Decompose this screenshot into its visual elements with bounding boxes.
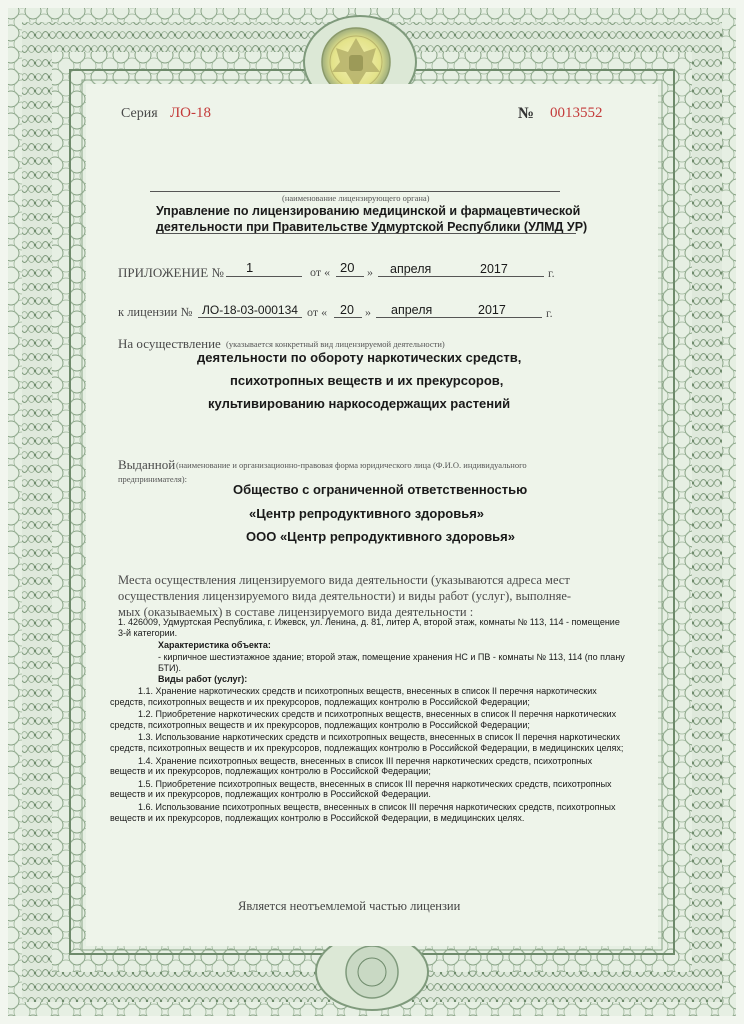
activity-line3: культивированию наркосодержащих растений: [208, 396, 511, 411]
appendix-close-quote: »: [367, 265, 373, 279]
issued-caption1: (наименование и организационно-правовая форма юридического лица (Ф.И.О. индивидуального: [176, 460, 527, 470]
appendix-day: 20: [340, 260, 355, 275]
authority-line1: Управление по лицензированию медицинской и фармацевтической: [156, 204, 581, 218]
place-address: 1. 426009, Удмуртская Республика, г. Ижевск, ул. Ленина, д. 81, литер А, второй этаж, комнаты № 113, 114 - помещение 3-й категории.: [118, 617, 620, 638]
license-day-underline: [334, 317, 362, 318]
appendix-year-suffix: г.: [548, 266, 555, 280]
activity-line1: деятельности по обороту наркотических средств,: [197, 350, 522, 365]
appendix-number-underline: [226, 276, 302, 277]
license-number-underline: [198, 317, 302, 318]
series-value: ЛО-18: [170, 105, 212, 121]
places-line3: мых (оказываемых) в составе лицензируемого вида деятельности :: [118, 605, 474, 619]
authority-caption: (наименование лицензирующего органа): [282, 193, 430, 203]
characteristics-title: Характеристика объекта:: [158, 640, 271, 650]
license-year: 2017: [478, 303, 506, 317]
appendix-date-underline: [378, 276, 544, 277]
appendix-number: 1: [246, 260, 254, 275]
license-day: 20: [340, 303, 354, 317]
work-item: 1.3. Использование наркотических средств и психотропных веществ, внесенных в список II перечня наркотических средств, психотропных веществ и их прекурсоров, подлежащих контролю в Российской Федерации, в медицинских целях;: [110, 732, 624, 753]
work-item: 1.6. Использование психотропных веществ, внесенных в список III перечня наркотических средств, психотропных веществ и их прекурсоров, подлежащих контролю в Российской Федерации, в медицинских целях.: [110, 801, 616, 823]
work-item: 1.1. Хранение наркотических средств и психотропных веществ, внесенных в список II перечня наркотических средств, психотропных веществ и их прекурсоров, подлежащих контролю в Российской Федерации;: [110, 686, 597, 707]
activity-caption: (указывается конкретный вид лицензируемой деятельности): [226, 339, 445, 349]
works-list: [110, 686, 630, 825]
appendix-from-label: от «: [310, 265, 331, 279]
license-number: ЛО-18-03-000134: [202, 303, 298, 317]
license-date-underline: [376, 317, 542, 318]
issued-caption2: предпринимателя):: [118, 474, 187, 484]
activity-line2: психотропных веществ и их прекурсоров,: [230, 373, 504, 388]
appendix-year: 2017: [480, 262, 508, 276]
number-value: 0013552: [550, 105, 603, 121]
issued-line3: ООО «Центр репродуктивного здоровья»: [246, 529, 515, 544]
appendix-day-underline: [336, 276, 364, 277]
series-label: Серия: [121, 106, 158, 121]
issued-line2: «Центр репродуктивного здоровья»: [249, 506, 485, 521]
places-line1: Места осуществления лицензируемого вида деятельности (указываются адреса мест: [118, 573, 570, 587]
appendix-month: апреля: [390, 262, 432, 276]
places-line2: осуществления лицензируемого вида деятельности) и виды работ (услуг), выполняе-: [118, 589, 572, 603]
work-item: 1.5. Приобретение психотропных веществ, внесенных в список III перечня наркотических средств, психотропных веществ и их прекурсоров, подлежащих контролю в Российской Федерации.: [110, 778, 612, 800]
authority-line2: деятельности при Правительстве Удмуртской Республики (УЛМД УР): [156, 220, 588, 234]
work-item: 1.4. Хранение психотропных веществ, внесенных в список III перечня наркотических средств, психотропных веществ и их прекурсоров, подлежащих контролю в Российской Федерации;: [110, 755, 593, 777]
authority-line2-underline: [156, 233, 576, 234]
issued-line1: Общество с ограниченной ответственностью: [233, 482, 528, 497]
license-close-quote: »: [365, 305, 371, 319]
authority-underline: [150, 191, 560, 192]
issued-label: Выданной: [118, 457, 176, 472]
appendix-label: ПРИЛОЖЕНИЕ №: [118, 265, 224, 280]
activity-label: На осуществление: [118, 336, 221, 351]
number-label: №: [518, 105, 535, 122]
characteristics-text: - кирпичное шестиэтажное здание; второй этаж, помещение хранения НС и ПВ - комнаты № 113, 114 (по плану БТИ).: [158, 652, 625, 673]
work-item: 1.2. Приобретение наркотических средств и психотропных веществ, внесенных в список II перечня наркотических средств, психотропных веществ и их прекурсоров, подлежащих контролю в Российской Федерации;: [110, 709, 617, 730]
license-month: апреля: [391, 303, 433, 317]
license-from-label: от «: [307, 305, 328, 319]
license-year-suffix: г.: [546, 306, 553, 320]
license-label: к лицензии №: [118, 305, 193, 319]
works-title: Виды работ (услуг):: [158, 674, 248, 684]
footer-text: Является неотъемлемой частью лицензии: [238, 899, 461, 913]
